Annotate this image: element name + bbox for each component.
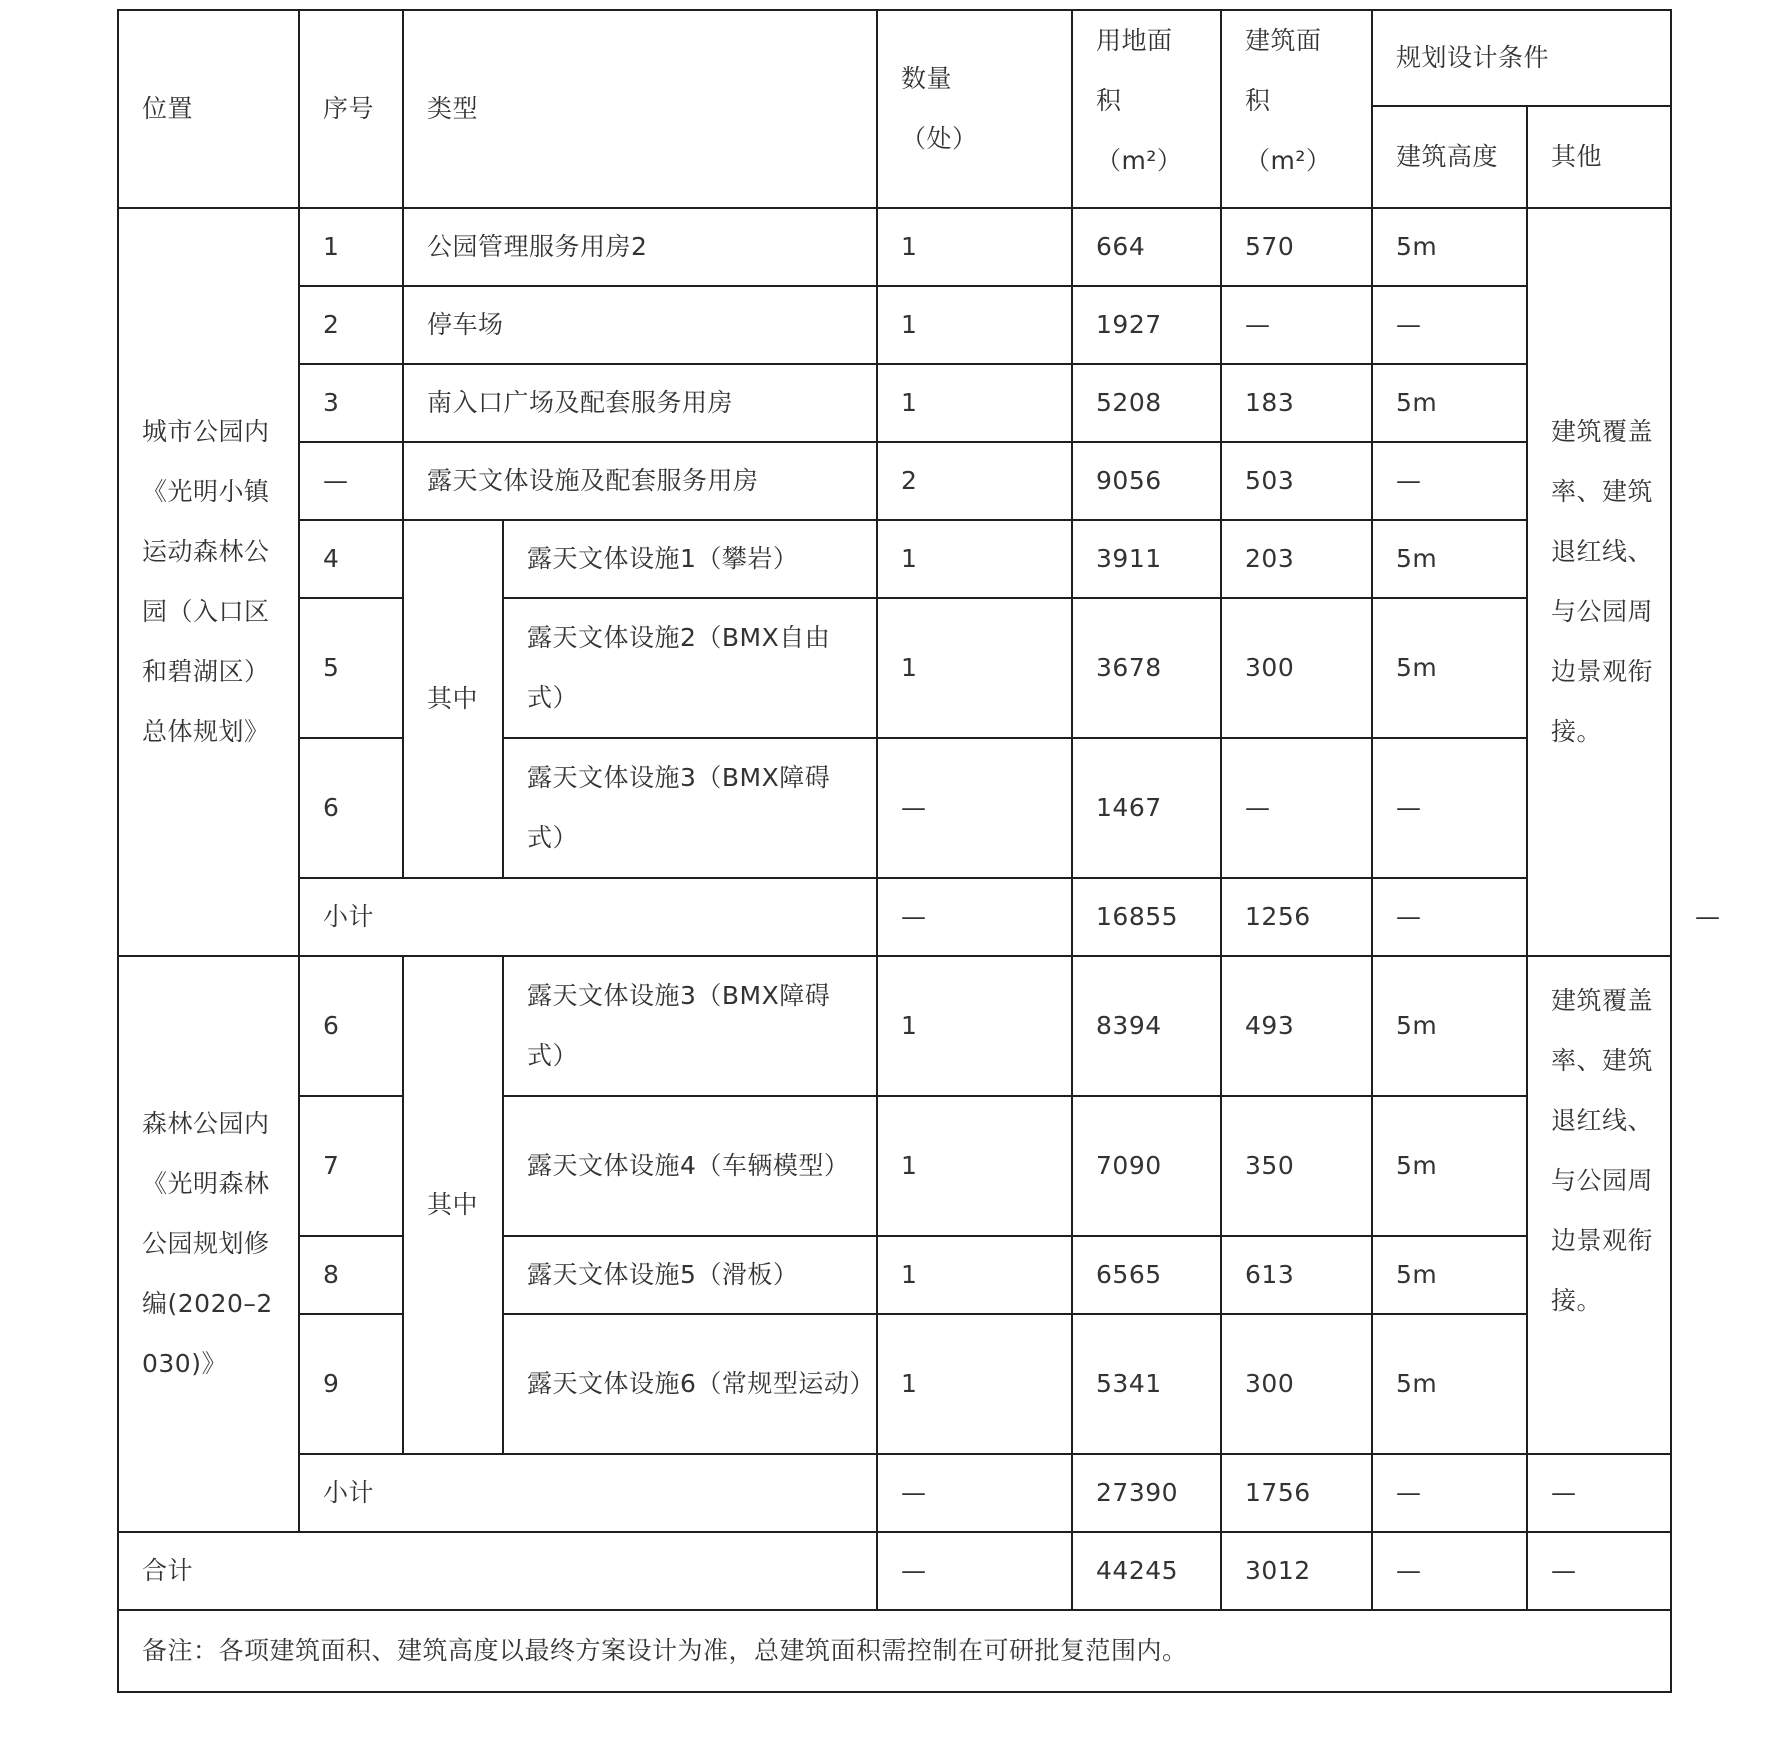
cell-build: 613 [1221, 1236, 1372, 1314]
cell-land: 3678 [1072, 598, 1221, 738]
cell-qty: 1 [877, 364, 1072, 442]
subtotal-label: 小计 [299, 1454, 877, 1532]
cell-build: 493 [1221, 956, 1372, 1096]
header-land-area-line2: 积 [1096, 86, 1122, 115]
cell-seq: 6 [299, 956, 403, 1096]
table-row [118, 364, 1671, 442]
cell-build: 570 [1221, 208, 1372, 286]
table-row [118, 286, 1671, 364]
cell-seq: 4 [299, 520, 403, 598]
total-land: 44245 [1072, 1532, 1221, 1610]
total-build: 3012 [1221, 1532, 1372, 1610]
total-row [118, 1532, 1671, 1610]
header-land-area [1072, 10, 1221, 208]
cell-build: — [1221, 286, 1372, 364]
cell-qty: 1 [877, 520, 1072, 598]
table-row [118, 208, 1671, 286]
subtotal-row [118, 1454, 1671, 1532]
cell-seq: 5 [299, 598, 403, 738]
subtotal-qty: — [877, 878, 1072, 956]
cell-qty: 1 [877, 1236, 1072, 1314]
header-land-area-line3: （m²） [1096, 146, 1183, 175]
cell-qty: 2 [877, 442, 1072, 520]
cell-type: 露天文体设施4（车辆模型） [503, 1096, 877, 1236]
cell-land: 1927 [1072, 286, 1221, 364]
section2-qizhong: 其中 [403, 956, 503, 1454]
cell-seq: 9 [299, 1314, 403, 1454]
cell-seq: 1 [299, 208, 403, 286]
cell-height: 5m [1372, 1314, 1527, 1454]
cell-qty: 1 [877, 1314, 1072, 1454]
cell-land: 7090 [1072, 1096, 1221, 1236]
cell-height: 5m [1372, 208, 1527, 286]
cell-build: 350 [1221, 1096, 1372, 1236]
section2-location: 森林公园内《光明森林公园规划修编(2020–2030)》 [118, 956, 299, 1532]
header-seq: 序号 [299, 10, 403, 208]
subtotal-build: 1756 [1221, 1454, 1372, 1532]
cell-type: 露天文体设施3（BMX障碍式） [503, 738, 877, 878]
header-land-area-line1: 用地面 [1096, 26, 1173, 55]
cell-height: 5m [1372, 598, 1527, 738]
subtotal-row: 小计 — 16855 1256 — — [118, 878, 1671, 956]
cell-height: 5m [1372, 520, 1527, 598]
cell-build: 183 [1221, 364, 1372, 442]
header-quantity-line2: （处） [901, 124, 978, 153]
cell-land: 9056 [1072, 442, 1221, 520]
cell-qty: 1 [877, 598, 1072, 738]
cell-type: 露天文体设施2（BMX自由式） [503, 598, 877, 738]
cell-height: — [1372, 442, 1527, 520]
table-row [118, 442, 1671, 520]
header-type: 类型 [403, 10, 877, 208]
total-height: — [1372, 1532, 1527, 1610]
cell-type: 露天文体设施1（攀岩） [503, 520, 877, 598]
cell-seq: — [299, 442, 403, 520]
table-note: 备注：各项建筑面积、建筑高度以最终方案设计为准，总建筑面积需控制在可研批复范围内。 [118, 1610, 1671, 1692]
table-row [118, 1236, 1671, 1314]
planning-table [117, 9, 1721, 1693]
cell-land: 6565 [1072, 1236, 1221, 1314]
cell-height: 5m [1372, 364, 1527, 442]
cell-height: — [1372, 738, 1527, 878]
cell-type: 露天文体设施3（BMX障碍式） [503, 956, 877, 1096]
header-quantity-line1: 数量 [901, 64, 953, 93]
cell-type: 露天文体设施5（滑板） [503, 1236, 877, 1314]
total-label: 合计 [118, 1532, 877, 1610]
cell-land: 8394 [1072, 956, 1221, 1096]
cell-type: 露天文体设施6（常规型运动） [503, 1314, 877, 1454]
section1-other: 建筑覆盖率、建筑退红线、与公园周边景观衔接。 [1527, 208, 1671, 956]
cell-qty: 1 [877, 956, 1072, 1096]
table-row [118, 520, 1671, 598]
cell-type: 露天文体设施及配套服务用房 [403, 442, 877, 520]
cell-build: 203 [1221, 520, 1372, 598]
cell-height: 5m [1372, 1236, 1527, 1314]
cell-build: — [1221, 738, 1372, 878]
total-qty: — [877, 1532, 1072, 1610]
subtotal-qty: — [877, 1454, 1072, 1532]
cell-build: 300 [1221, 598, 1372, 738]
header-building-area-line3: （m²） [1245, 146, 1332, 175]
cell-build: 300 [1221, 1314, 1372, 1454]
cell-land: 664 [1072, 208, 1221, 286]
cell-land: 1467 [1072, 738, 1221, 878]
subtotal-build: 1256 [1221, 878, 1372, 956]
table-row [118, 956, 1671, 1096]
cell-land: 3911 [1072, 520, 1221, 598]
cell-qty: 1 [877, 1096, 1072, 1236]
cell-height: 5m [1372, 956, 1527, 1096]
cell-seq: 3 [299, 364, 403, 442]
cell-seq: 6 [299, 738, 403, 878]
subtotal-height: — [1372, 1454, 1527, 1532]
header-position: 位置 [118, 10, 299, 208]
cell-type: 南入口广场及配套服务用房 [403, 364, 877, 442]
header-building-height: 建筑高度 [1372, 106, 1527, 208]
cell-seq: 8 [299, 1236, 403, 1314]
cell-land: 5208 [1072, 364, 1221, 442]
cell-build: 503 [1221, 442, 1372, 520]
cell-qty: 1 [877, 286, 1072, 364]
section1-location: 城市公园内《光明小镇运动森林公园（入口区和碧湖区）总体规划》 [118, 208, 299, 956]
cell-land: 5341 [1072, 1314, 1221, 1454]
cell-type: 停车场 [403, 286, 877, 364]
header-building-area-line1: 建筑面 [1245, 26, 1322, 55]
subtotal-land: 16855 [1072, 878, 1221, 956]
header-quantity [877, 10, 1072, 208]
cell-qty: — [877, 738, 1072, 878]
cell-type: 公园管理服务用房2 [403, 208, 877, 286]
header-other: 其他 [1527, 106, 1671, 208]
total-other: — [1527, 1532, 1671, 1610]
cell-qty: 1 [877, 208, 1072, 286]
subtotal-other: — [1527, 1454, 1671, 1532]
table-row [118, 1096, 1671, 1236]
section2-other: 建筑覆盖率、建筑退红线、与公园周边景观衔接。 [1527, 956, 1671, 1454]
cell-height: — [1372, 286, 1527, 364]
section1-qizhong: 其中 [403, 520, 503, 878]
header-building-area-line2: 积 [1245, 86, 1271, 115]
table-row [118, 738, 1671, 878]
cell-seq: 2 [299, 286, 403, 364]
cell-seq: 7 [299, 1096, 403, 1236]
cell-height: 5m [1372, 1096, 1527, 1236]
header-building-area [1221, 10, 1372, 208]
table-row [118, 598, 1671, 738]
header-planning-conditions: 规划设计条件 [1372, 10, 1671, 106]
table-row [118, 1314, 1671, 1454]
subtotal-label: 小计 [299, 878, 877, 956]
subtotal-land: 27390 [1072, 1454, 1221, 1532]
subtotal-height: — [1372, 878, 1527, 956]
